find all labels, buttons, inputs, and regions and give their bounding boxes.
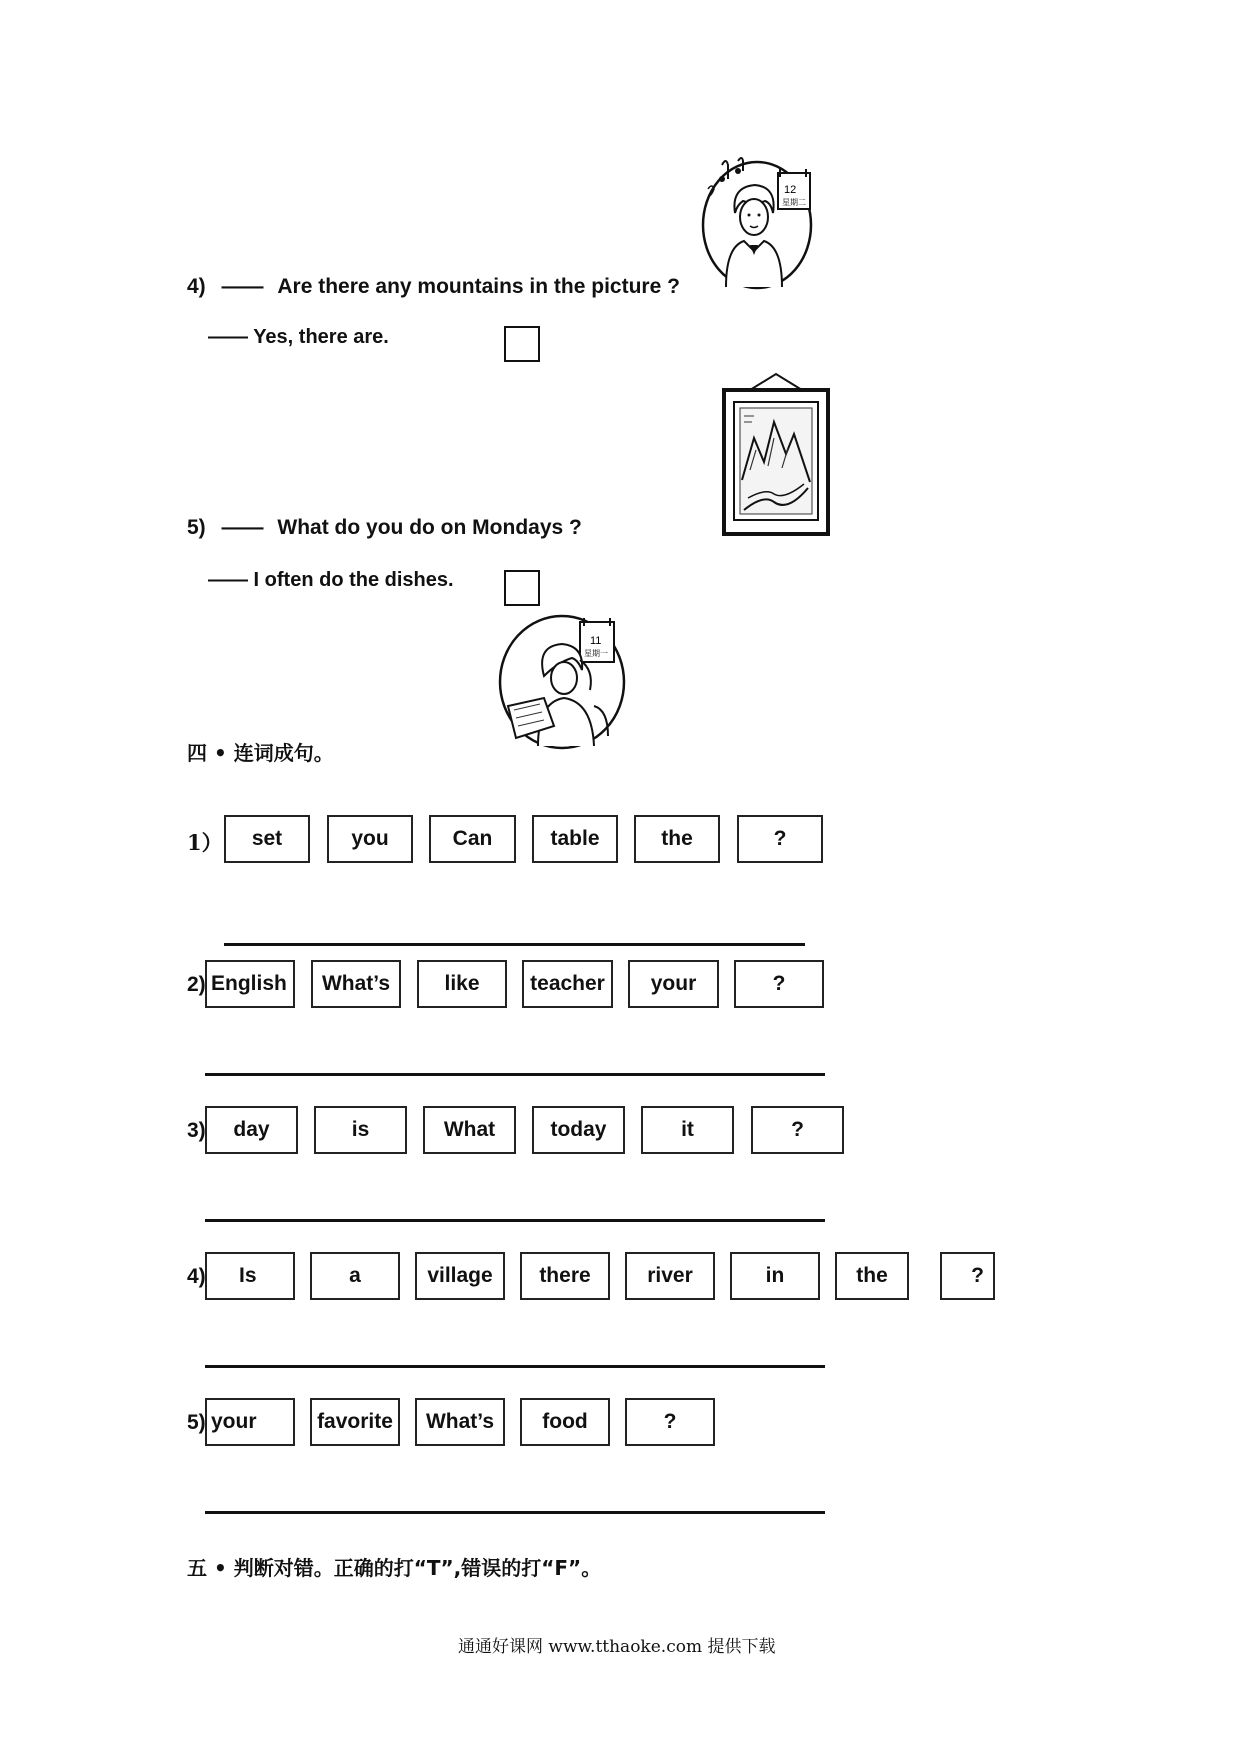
- word-card[interactable]: Can: [429, 815, 516, 863]
- question-5: [187, 516, 582, 540]
- word-card[interactable]: English: [205, 960, 295, 1008]
- word-card[interactable]: in: [730, 1252, 820, 1300]
- word-card[interactable]: there: [520, 1252, 610, 1300]
- word-card[interactable]: the: [634, 815, 720, 863]
- question-text: What do you do on Mondays ?: [277, 516, 582, 539]
- boy-calendar-illustration: [700, 155, 820, 295]
- question-text: Are there any mountains in the picture ?: [277, 275, 680, 298]
- word-card[interactable]: it: [641, 1106, 734, 1154]
- word-card[interactable]: your: [628, 960, 719, 1008]
- word-card[interactable]: favorite: [310, 1398, 400, 1446]
- item-3-label: 3): [187, 1119, 206, 1142]
- word-card[interactable]: your: [205, 1398, 295, 1446]
- question-dash: ——: [221, 275, 264, 298]
- word-card[interactable]: like: [417, 960, 507, 1008]
- girl-calendar-day: 星期一: [584, 649, 608, 658]
- word-card[interactable]: the: [835, 1252, 909, 1300]
- girl-calendar-date: 11: [590, 635, 602, 647]
- word-card[interactable]: What’s: [415, 1398, 505, 1446]
- item-5-answer-line[interactable]: [205, 1511, 825, 1514]
- word-card[interactable]: ?: [940, 1252, 995, 1300]
- item-3-answer-line[interactable]: [205, 1219, 825, 1222]
- word-card[interactable]: Is: [205, 1252, 295, 1300]
- section-4-title: 四 • 连词成句。: [187, 741, 334, 765]
- mountain-picture-illustration: [720, 370, 832, 538]
- word-card[interactable]: ?: [751, 1106, 844, 1154]
- answer-5-checkbox[interactable]: [504, 570, 540, 606]
- footer-source: 通通好课网 www.tthaoke.com 提供下载: [458, 1637, 776, 1657]
- word-card[interactable]: What’s: [311, 960, 401, 1008]
- word-card[interactable]: village: [415, 1252, 505, 1300]
- question-dash: ——: [221, 516, 264, 539]
- answer-5: —— I often do the dishes.: [208, 569, 454, 591]
- item-1-answer-line[interactable]: [224, 943, 805, 946]
- word-card[interactable]: ?: [737, 815, 823, 863]
- word-card[interactable]: day: [205, 1106, 298, 1154]
- answer-4-checkbox[interactable]: [504, 326, 540, 362]
- boy-calendar-day: 星期二: [782, 198, 806, 207]
- item-5-label: 5): [187, 1411, 206, 1434]
- word-card[interactable]: set: [224, 815, 310, 863]
- boy-calendar-date: 12: [784, 184, 797, 196]
- word-card[interactable]: is: [314, 1106, 407, 1154]
- word-card[interactable]: ?: [734, 960, 824, 1008]
- question-number: 5): [187, 516, 206, 539]
- word-card[interactable]: river: [625, 1252, 715, 1300]
- word-card[interactable]: table: [532, 815, 618, 863]
- word-card[interactable]: today: [532, 1106, 625, 1154]
- answer-4: —— Yes, there are.: [208, 326, 389, 348]
- item-4-label: 4): [187, 1265, 206, 1288]
- word-card[interactable]: What: [423, 1106, 516, 1154]
- question-4: [187, 275, 680, 299]
- question-number: 4): [187, 275, 206, 298]
- word-card[interactable]: food: [520, 1398, 610, 1446]
- section-5-title: 五 • 判断对错。正确的打“T”,错误的打“F”。: [187, 1556, 602, 1580]
- item-2-answer-line[interactable]: [205, 1073, 825, 1076]
- word-card[interactable]: a: [310, 1252, 400, 1300]
- word-card[interactable]: you: [327, 815, 413, 863]
- girl-reading-illustration: [498, 606, 630, 754]
- item-4-answer-line[interactable]: [205, 1365, 825, 1368]
- word-card[interactable]: ?: [625, 1398, 715, 1446]
- word-card[interactable]: teacher: [522, 960, 613, 1008]
- item-1-label: 1）: [187, 830, 223, 855]
- item-2-label: 2): [187, 973, 206, 996]
